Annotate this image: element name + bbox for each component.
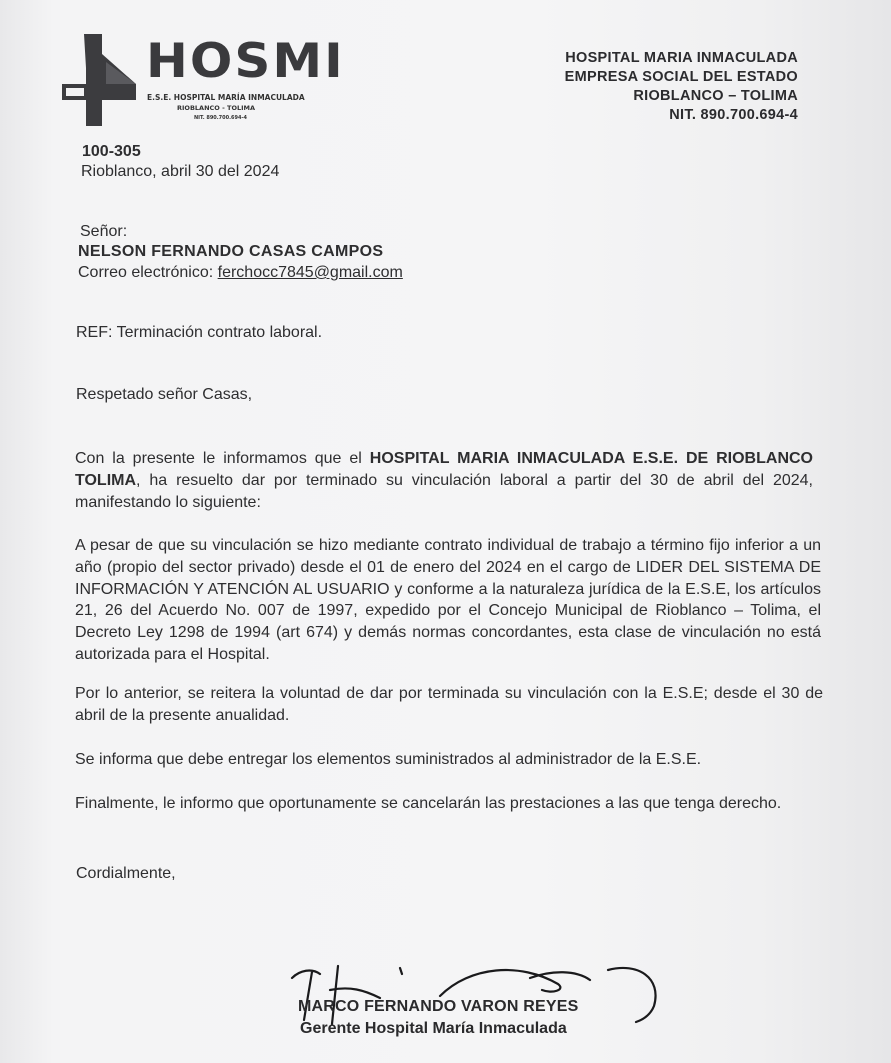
letterhead-line-3: RIOBLANCO – TOLIMA <box>633 88 798 104</box>
paragraph-1-rest: , ha resuelto dar por terminado su vinculación laboral a partir del 30 de abril del 2024, manifestando lo siguiente: <box>75 471 813 511</box>
email-link[interactable]: ferchocc7845@gmail.com <box>217 264 403 281</box>
signatory-role: Gerente Hospital María Inmaculada <box>300 1020 567 1037</box>
reference-number: 100-305 <box>82 143 141 160</box>
greeting: Respetado señor Casas, <box>76 386 253 403</box>
recipient-name: NELSON FERNANDO CASAS CAMPOS <box>78 243 384 260</box>
logo-nit: NIT. 890.700.694-4 <box>194 115 248 121</box>
hospital-cross-logo-icon <box>60 34 140 126</box>
recipient-title: Señor: <box>80 223 128 240</box>
paragraph-1-entity: HOSPITAL MARIA INMACULADA E.S.E. DE RIOBLANCO TOLIMA <box>75 450 813 489</box>
logo-subtitle: E.S.E. HOSPITAL MARÍA INMACULADA <box>147 93 305 102</box>
paragraph-3: Por lo anterior, se reitera la voluntad de dar por terminada su vinculación con la E.S.E; desde el 30 de abril de la presente anualidad. <box>75 685 823 724</box>
logo-wordmark: HOSMI <box>146 33 345 89</box>
letterhead <box>565 49 798 125</box>
letterhead-line-1: HOSPITAL MARIA INMACULADA <box>565 50 798 66</box>
closing: Cordialmente, <box>76 865 176 882</box>
date-line: Rioblanco, abril 30 del 2024 <box>81 163 280 180</box>
paragraph-2: A pesar de que su vinculación se hizo mediante contrato individual de trabajo a término fijo inferior a un año (propio del sector privado) desde el 01 de enero del 2024 en el cargo de LIDER DEL SISTEMA DE INFORMACIÓN Y ATENCIÓN AL USUARIO y conforme a la naturaleza jurídica de la E.S.E, los artículos 21, 26 del Acuerdo No. 007 de 1997, expedido por el Concejo Municipal de Rioblanco – Tolima, el Decreto Ley 1298 de 1994 (art 674) y demás normas concordantes, esta clase de vinculación no está autorizada para el Hospital. <box>75 537 821 663</box>
logo-location: RIOBLANCO - TOLIMA <box>177 104 256 112</box>
paragraph-4: Se informa que debe entregar los elementos suministrados al administrador de la E.S.E. <box>75 751 702 768</box>
letterhead-line-4: NIT. 890.700.694-4 <box>669 107 798 123</box>
recipient-email-line <box>78 262 403 284</box>
paragraph-5: Finalmente, le informo que oportunamente se cancelarán las prestaciones a las que tenga derecho. <box>75 795 782 812</box>
paragraph-1 <box>75 448 813 513</box>
email-label: Correo electrónico: <box>78 264 214 281</box>
signatory-name: MARCO FERNANDO VARON REYES <box>298 998 579 1015</box>
letterhead-line-2: EMPRESA SOCIAL DEL ESTADO <box>564 69 798 85</box>
paragraph-1-intro: Con la presente le informamos que el <box>75 450 370 467</box>
subject-reference: REF: Terminación contrato laboral. <box>76 324 323 341</box>
